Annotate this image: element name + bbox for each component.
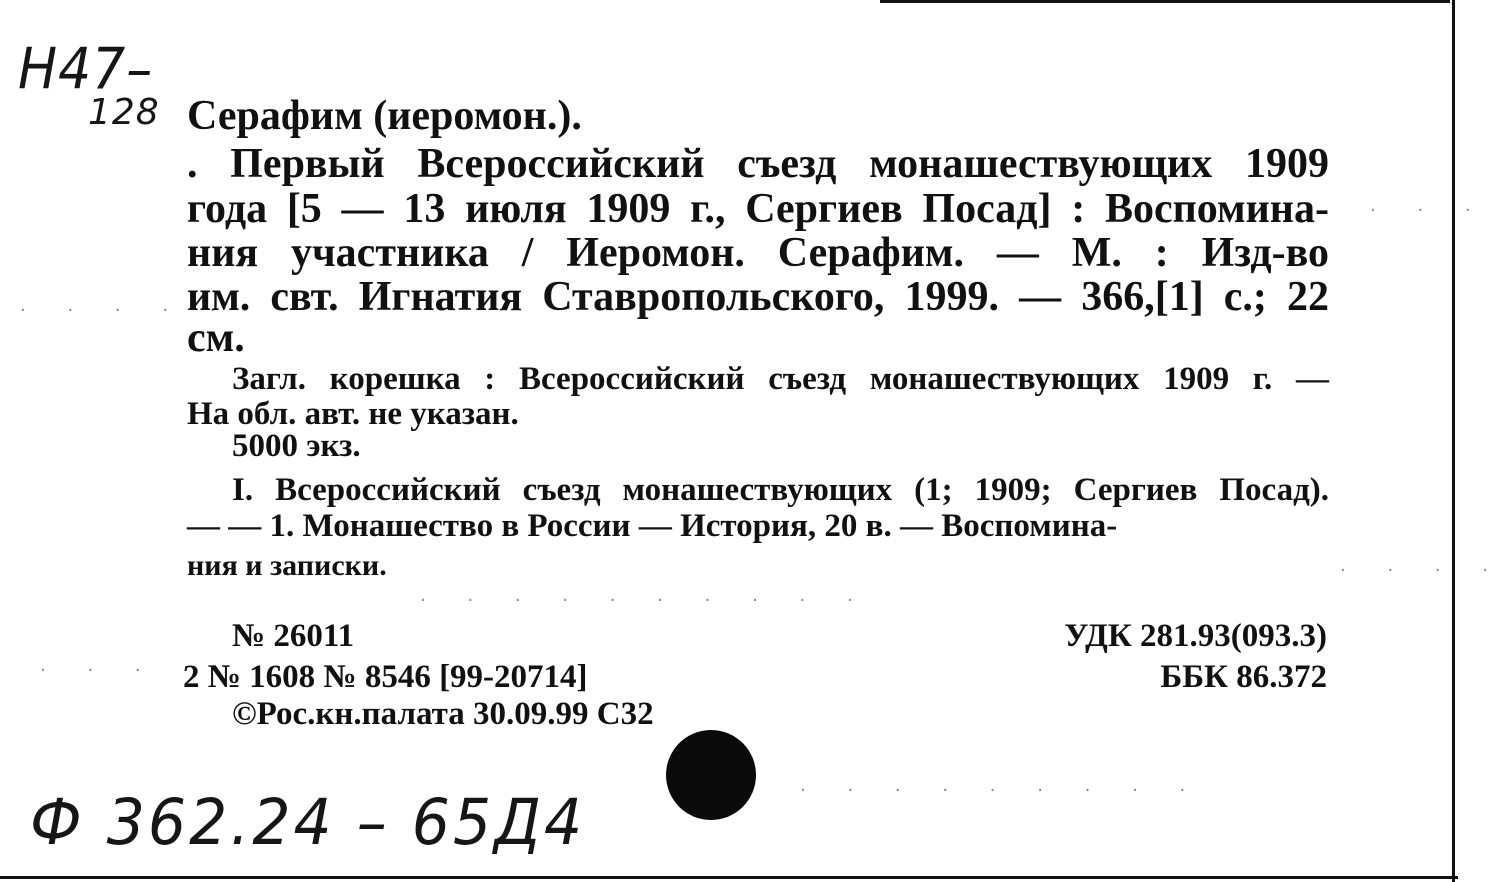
title-line: года [5 — 13 июля 1909 г., Сергиев Посад] : Воспомина- — [187, 186, 1329, 232]
noise-specks: · · · · · · · · · — [800, 780, 1204, 801]
noise-specks: · · · · — [1340, 560, 1506, 581]
chamber-stamp-line: ©Рос.кн.палата 30.09.99 С32 — [232, 696, 654, 732]
handwritten-shelf-number: 128 — [88, 92, 160, 133]
card-punch-hole — [666, 730, 756, 820]
bbk-code: ББК 86.372 — [1160, 659, 1327, 695]
title-line: см. — [187, 315, 245, 361]
registration-number: № 26011 — [232, 618, 355, 654]
author-heading: Серафим (иеромон.). — [187, 93, 582, 139]
tracing-line: I. Всероссийский съезд монашествующих (1; 1909; Сергиев Посад). — [232, 472, 1329, 508]
noise-specks: · · · · — [40, 660, 207, 681]
note-line: Загл. корешка : Всероссийский съезд монашествующих 1909 г. — — [232, 361, 1329, 397]
card-right-edge — [1452, 0, 1455, 882]
handwritten-shelf-mark: Н47– — [18, 37, 154, 103]
card-top-edge — [880, 0, 1450, 3]
noise-specks: · · · · · · · · · · — [420, 590, 871, 611]
card-bottom-edge — [0, 876, 1458, 879]
handwritten-call-number: Ф 362.24 – 65Д4 — [30, 786, 586, 860]
tracing-line: — — 1. Монашество в России — История, 20 в. — Воспомина- — [187, 508, 1118, 544]
note-line: На обл. авт. не указан. — [187, 396, 519, 432]
udc-code: УДК 281.93(093.3) — [1064, 618, 1327, 654]
noise-specks: · · · — [1370, 200, 1489, 221]
title-line: ния участника / Иеромон. Серафим. — М. : Изд-во — [187, 230, 1329, 276]
title-line: . Первый Всероссийский съезд монашествующих 1909 — [187, 141, 1329, 187]
title-line: им. свт. Игнатия Ставропольского, 1999. — 366,[1] с.; 22 — [187, 274, 1329, 320]
noise-specks: · · · · · — [20, 300, 234, 321]
tracing-line: ния и записки. — [187, 549, 387, 582]
print-run: 5000 экз. — [232, 428, 361, 464]
registration-details: 2 № 1608 № 8546 [99-20714] — [183, 659, 588, 695]
